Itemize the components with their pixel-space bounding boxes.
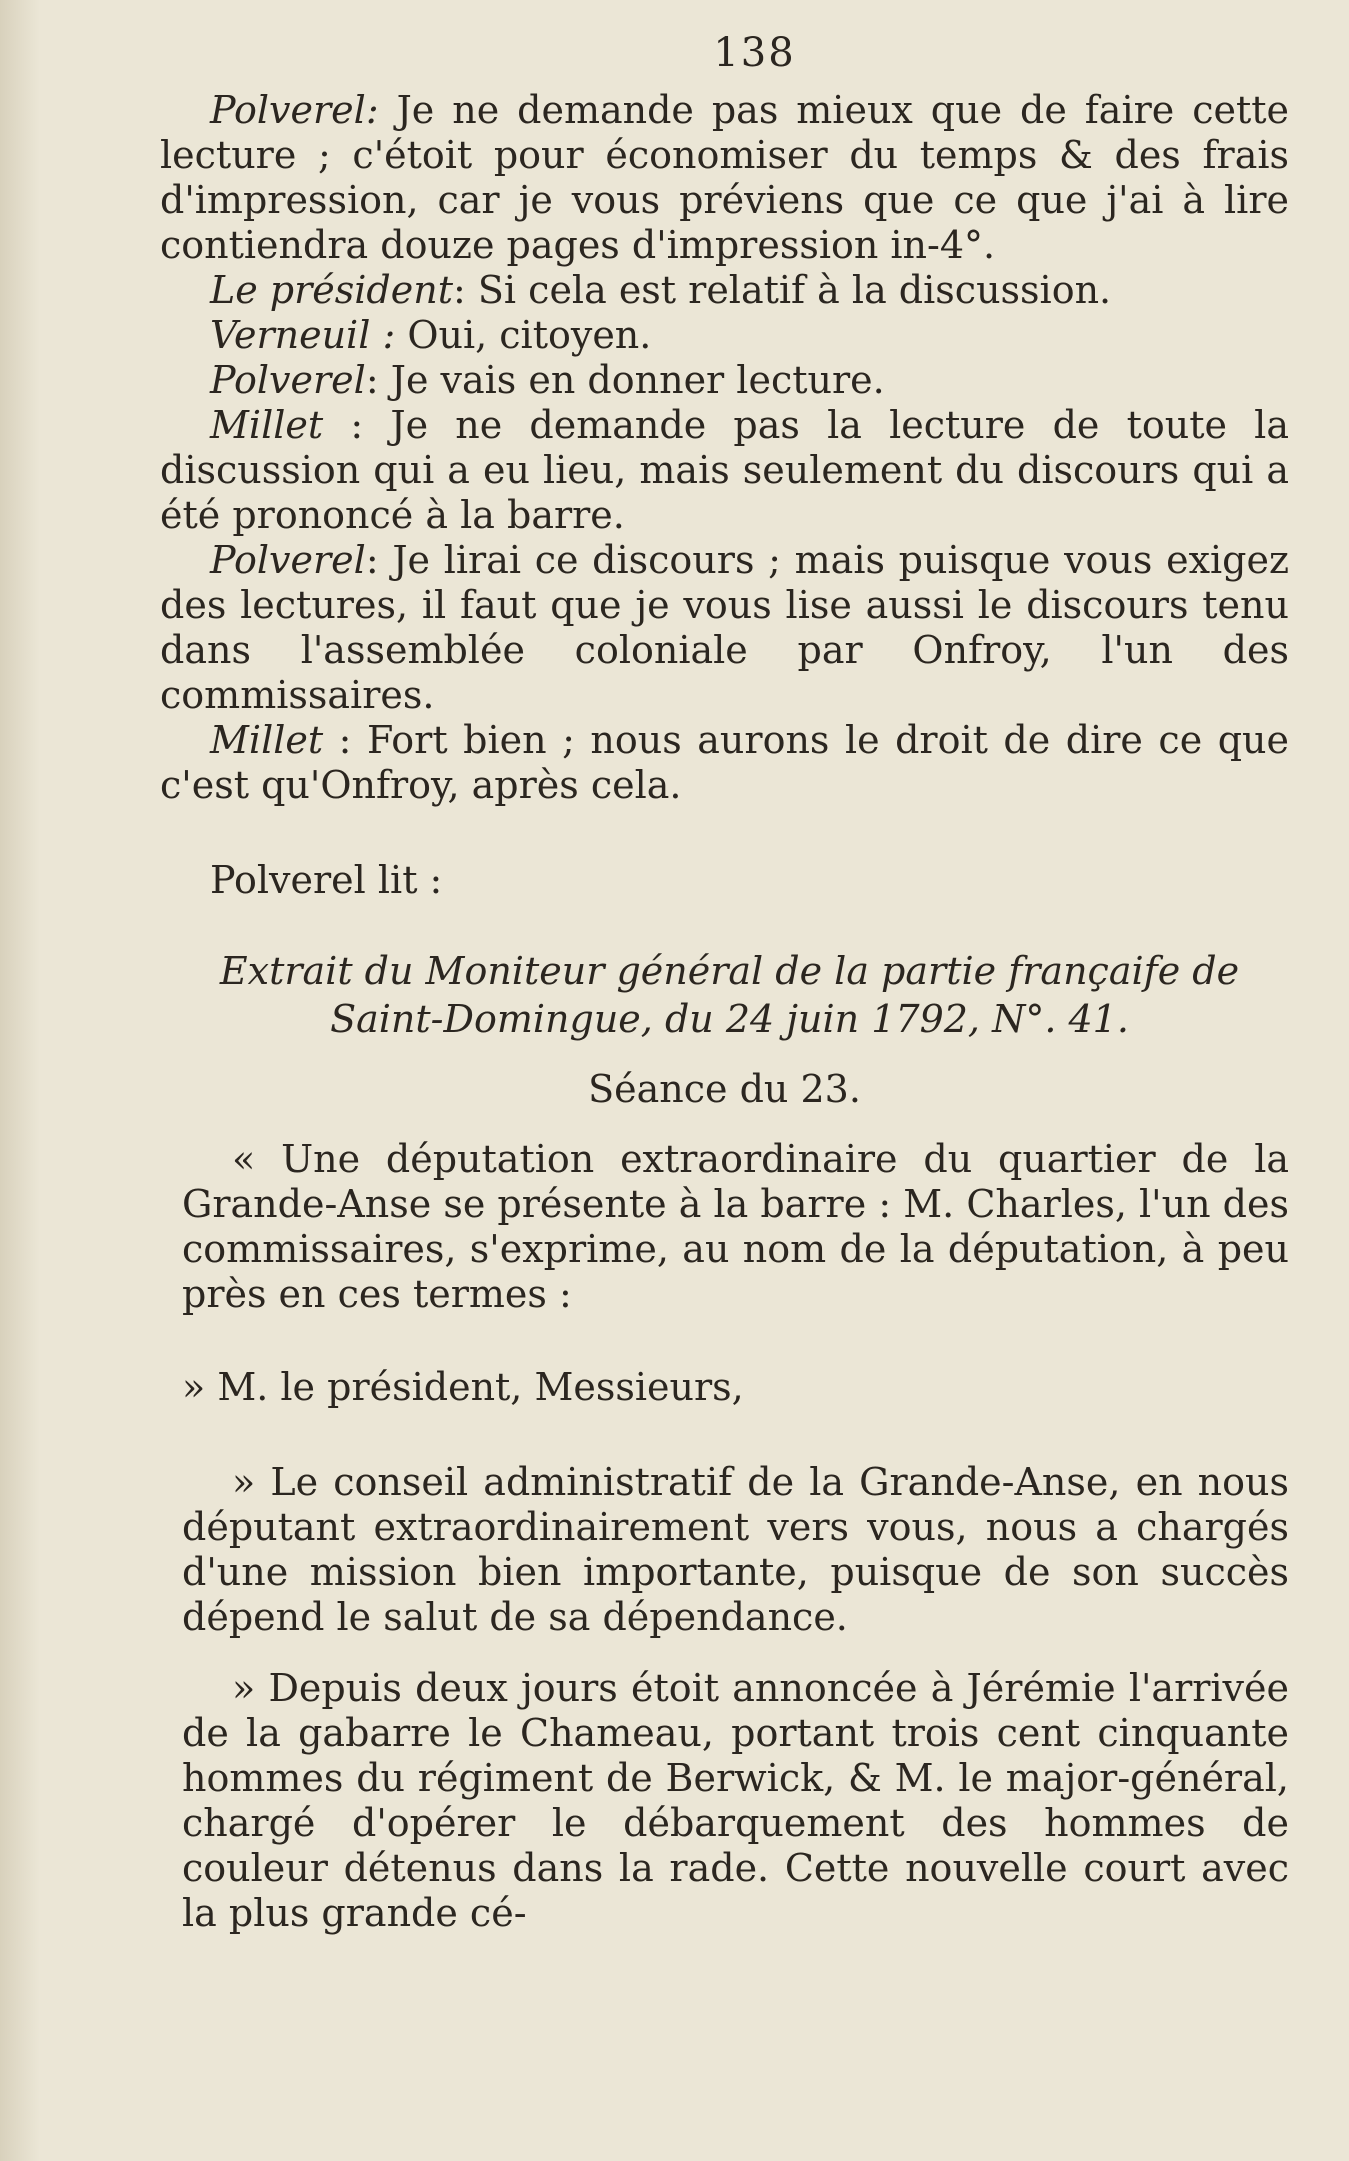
salutation-line: » M. le président, Messieurs,	[182, 1365, 744, 1409]
dialogue-line: Polverel: Je ne demande pas mieux que de faire cette lecture ; c'étoit pour économiser du temps & des frais d'impression, car je vous préviens que ce que j'ai à lire contiendra douze pages d'impression in-4°.	[160, 88, 1290, 267]
speech-text: Je ne demande pas mieux que de faire cette lecture ; c'étoit pour économiser du temps & des frais d'impression, car je vous préviens que ce que j'ai à lire contiendra douze pages d'impression in-4°.	[160, 88, 1290, 267]
dialogue-line: Polverel: Je lirai ce discours ; mais puisque vous exigez des lectures, il faut que je vous lise aussi le discours tenu dans l'assemblée coloniale par Onfroy, l'un des commissaires.	[160, 538, 1289, 717]
dialogue-line: Le président: Si cela est relatif à la discussion.	[210, 268, 1112, 312]
speaker-name: Polverel	[210, 88, 366, 132]
speech-text: Je lirai ce discours ; mais puisque vous exigez des lectures, il faut que je vous lise aussi le discours tenu dans l'assemblée coloniale par Onfroy, l'un des commissaires.	[160, 538, 1289, 717]
quote-paragraph: « Une députation extraordinaire du quartier de la Grande-Anse se présente à la barre : M. Charles, l'un des commissaires, s'exprime, au nom de la députation, à peu près en ces termes :	[182, 1137, 1289, 1316]
page-spine-shadow	[0, 0, 40, 2161]
speaker-name: Polverel	[210, 358, 366, 402]
speaker-name: Le président	[210, 268, 453, 312]
extract-title: Extrait du Moniteur général de la partie françaife de Saint-Domingue, du 24 juin 1792, N°. 41.	[219, 949, 1240, 1041]
dialogue-line: Millet : Fort bien ; nous aurons le droit de dire ce que c'est qu'Onfroy, après cela.	[160, 718, 1289, 807]
speech-text: Si cela est relatif à la discussion.	[477, 268, 1112, 312]
page-number: 138	[713, 30, 796, 76]
speech-text: Fort bien ; nous aurons le droit de dire ce que c'est qu'Onfroy, après cela.	[160, 718, 1289, 807]
speaker-name: Polverel	[210, 538, 366, 582]
dialogue-line: Verneuil : Oui, citoyen.	[210, 313, 652, 357]
dialogue-line: Polverel: Je vais en donner lecture.	[210, 358, 885, 402]
speaker-name: Millet	[210, 403, 324, 447]
quote-paragraph: » Depuis deux jours étoit annoncée à Jérémie l'arrivée de la gabarre le Chameau, portant trois cent cinquante hommes du régiment de Berwick, & M. le major-général, chargé d'opérer le débarquement des hommes de couleur détenus dans la rade. Cette nouvelle court avec la plus grande cé-	[182, 1666, 1289, 1935]
speech-text: Je vais en donner lecture.	[390, 358, 885, 402]
dialogue-section	[160, 88, 1289, 808]
quote-paragraph: » Le conseil administratif de la Grande-Anse, en nous députant extraordinairement vers vous, nous a chargés d'une mission bien importante, puisque de son succès dépend le salut de sa dépendance.	[182, 1460, 1289, 1639]
dialogue-line: Millet : Je ne demande pas la lecture de toute la discussion qui a eu lieu, mais seulement du discours qui a été prononcé à la barre.	[160, 403, 1289, 537]
speech-text: Oui, citoyen.	[407, 313, 652, 357]
speaker-name: Verneuil	[210, 313, 371, 357]
speaker-name: Millet	[210, 718, 324, 762]
reads-line: Polverel lit :	[210, 858, 443, 902]
quoted-speech	[160, 1137, 1289, 1936]
speech-text: Je ne demande pas la lecture de toute la discussion qui a eu lieu, mais seulement du discours qui a été prononcé à la barre.	[160, 403, 1289, 537]
session-heading: Séance du 23.	[588, 1067, 861, 1111]
